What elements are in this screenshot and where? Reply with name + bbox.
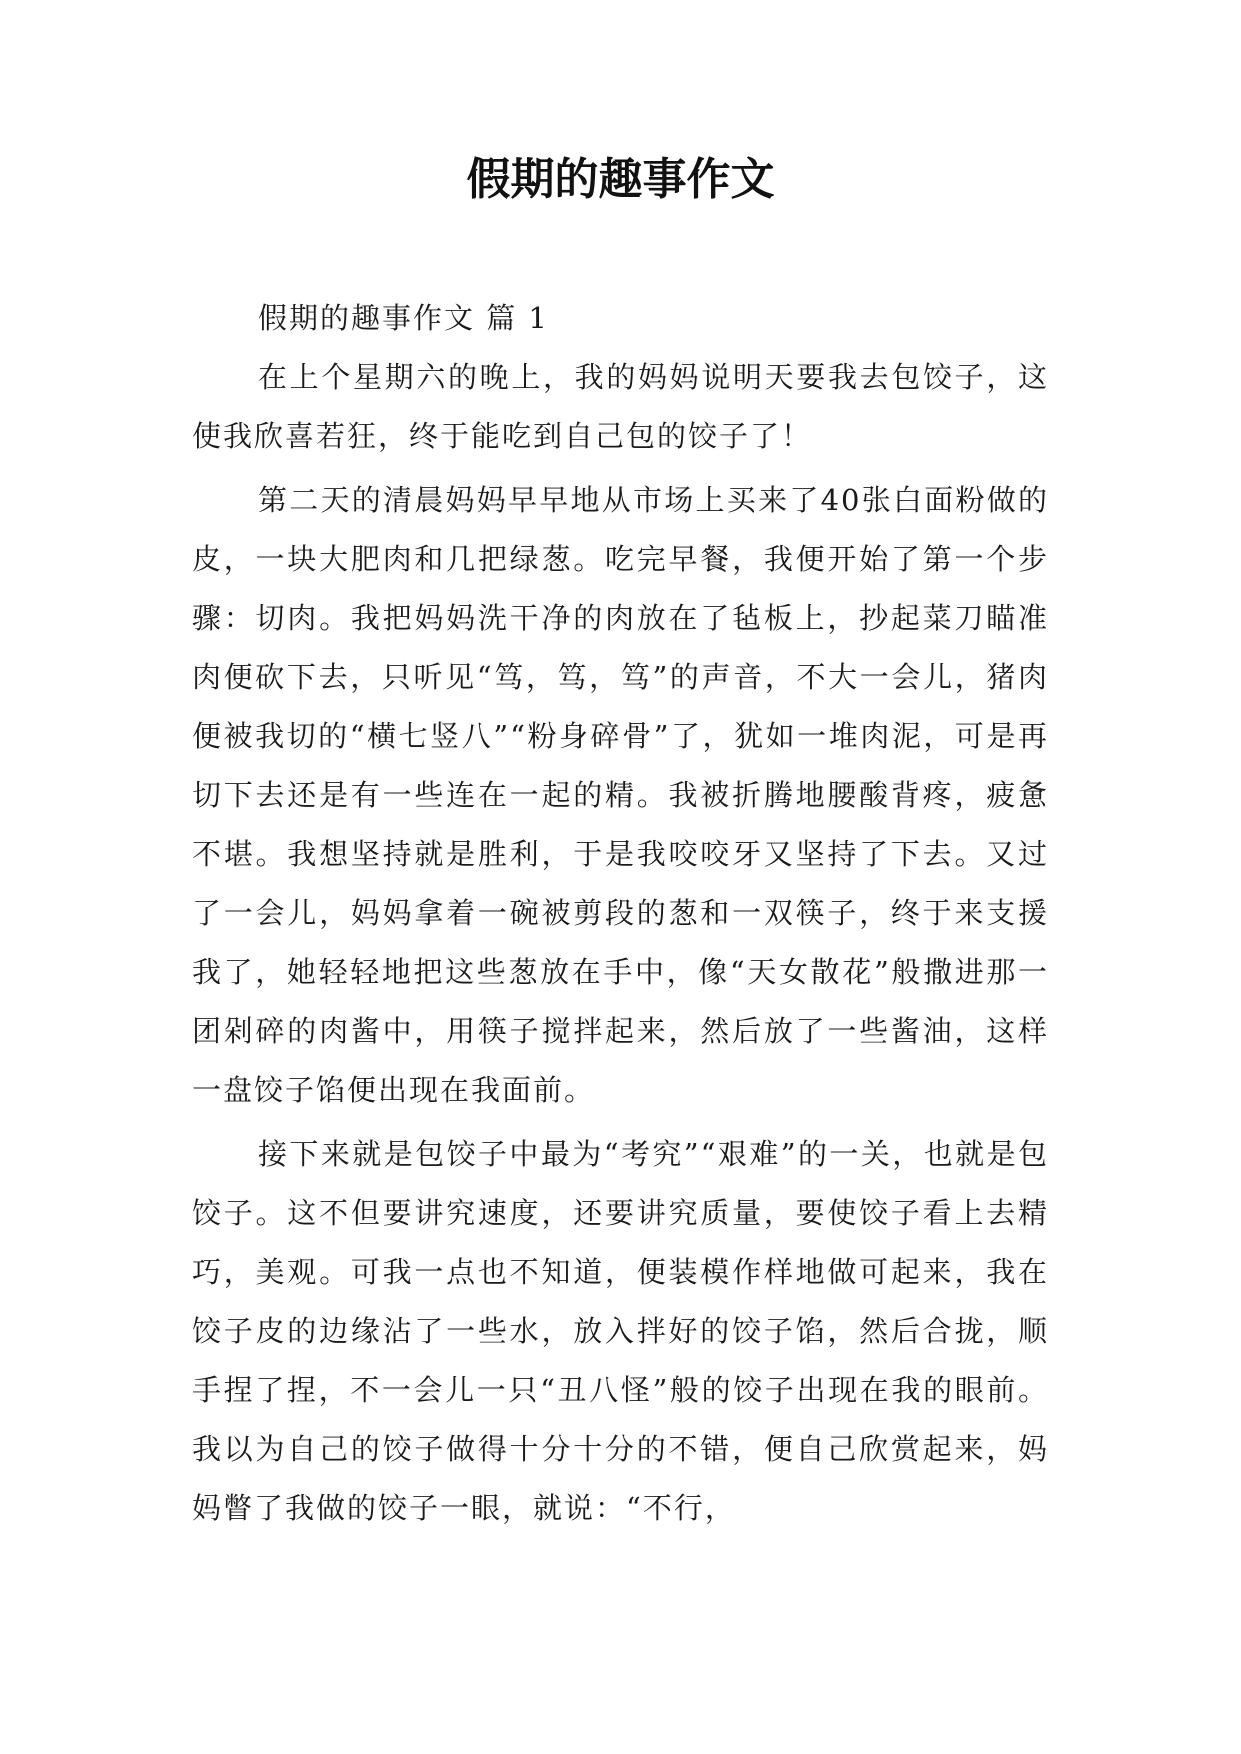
paragraph-1: 在上个星期六的晚上，我的妈妈说明天要我去包饺子，这使我欣喜若狂，终于能吃到自己包的饺子了！ <box>192 360 1049 453</box>
document-body <box>192 289 1049 1538</box>
section-heading: 假期的趣事作文 篇 1 <box>258 301 549 335</box>
paragraph-2: 第二天的清晨妈妈早早地从市场上买来了40张白面粉做的皮，一块大肥肉和几把绿葱。吃完早餐，我便开始了第一个步骤：切肉。我把妈妈洗干净的肉放在了毡板上，抄起菜刀瞄准肉便砍下去，只听见“笃，笃，笃”的声音，不大一会儿，猪肉便被我切的“横七竖八”“粉身碎骨”了，犹如一堆肉泥，可是再切下去还是有一些连在一起的精。我被折腾地腰酸背疼，疲惫不堪。我想坚持就是胜利，于是我咬咬牙又坚持了下去。又过了一会儿，妈妈拿着一碗被剪段的葱和一双筷子，终于来支援我了，她轻轻地把这些葱放在手中，像“天女散花”般撒进那一团剁碎的肉酱中，用筷子搅拌起来，然后放了一些酱油，这样一盘饺子馅便出现在我面前。 <box>192 483 1049 1107</box>
paragraph-3: 接下来就是包饺子中最为“考究”“艰难”的一关，也就是包饺子。这不但要讲究速度，还要讲究质量，要使饺子看上去精巧，美观。可我一点也不知道，便装模作样地做可起来，我在饺子皮的边缘沾了一些水，放入拌好的饺子馅，然后合拢，顺手捏了捏，不一会儿一只“丑八怪”般的饺子出现在我的眼前。我以为自己的饺子做得十分十分的不错，便自己欣赏起来，妈妈瞥了我做的饺子一眼，就说：“不行， <box>192 1137 1049 1525</box>
document-title: 假期的趣事作文 <box>466 154 775 205</box>
